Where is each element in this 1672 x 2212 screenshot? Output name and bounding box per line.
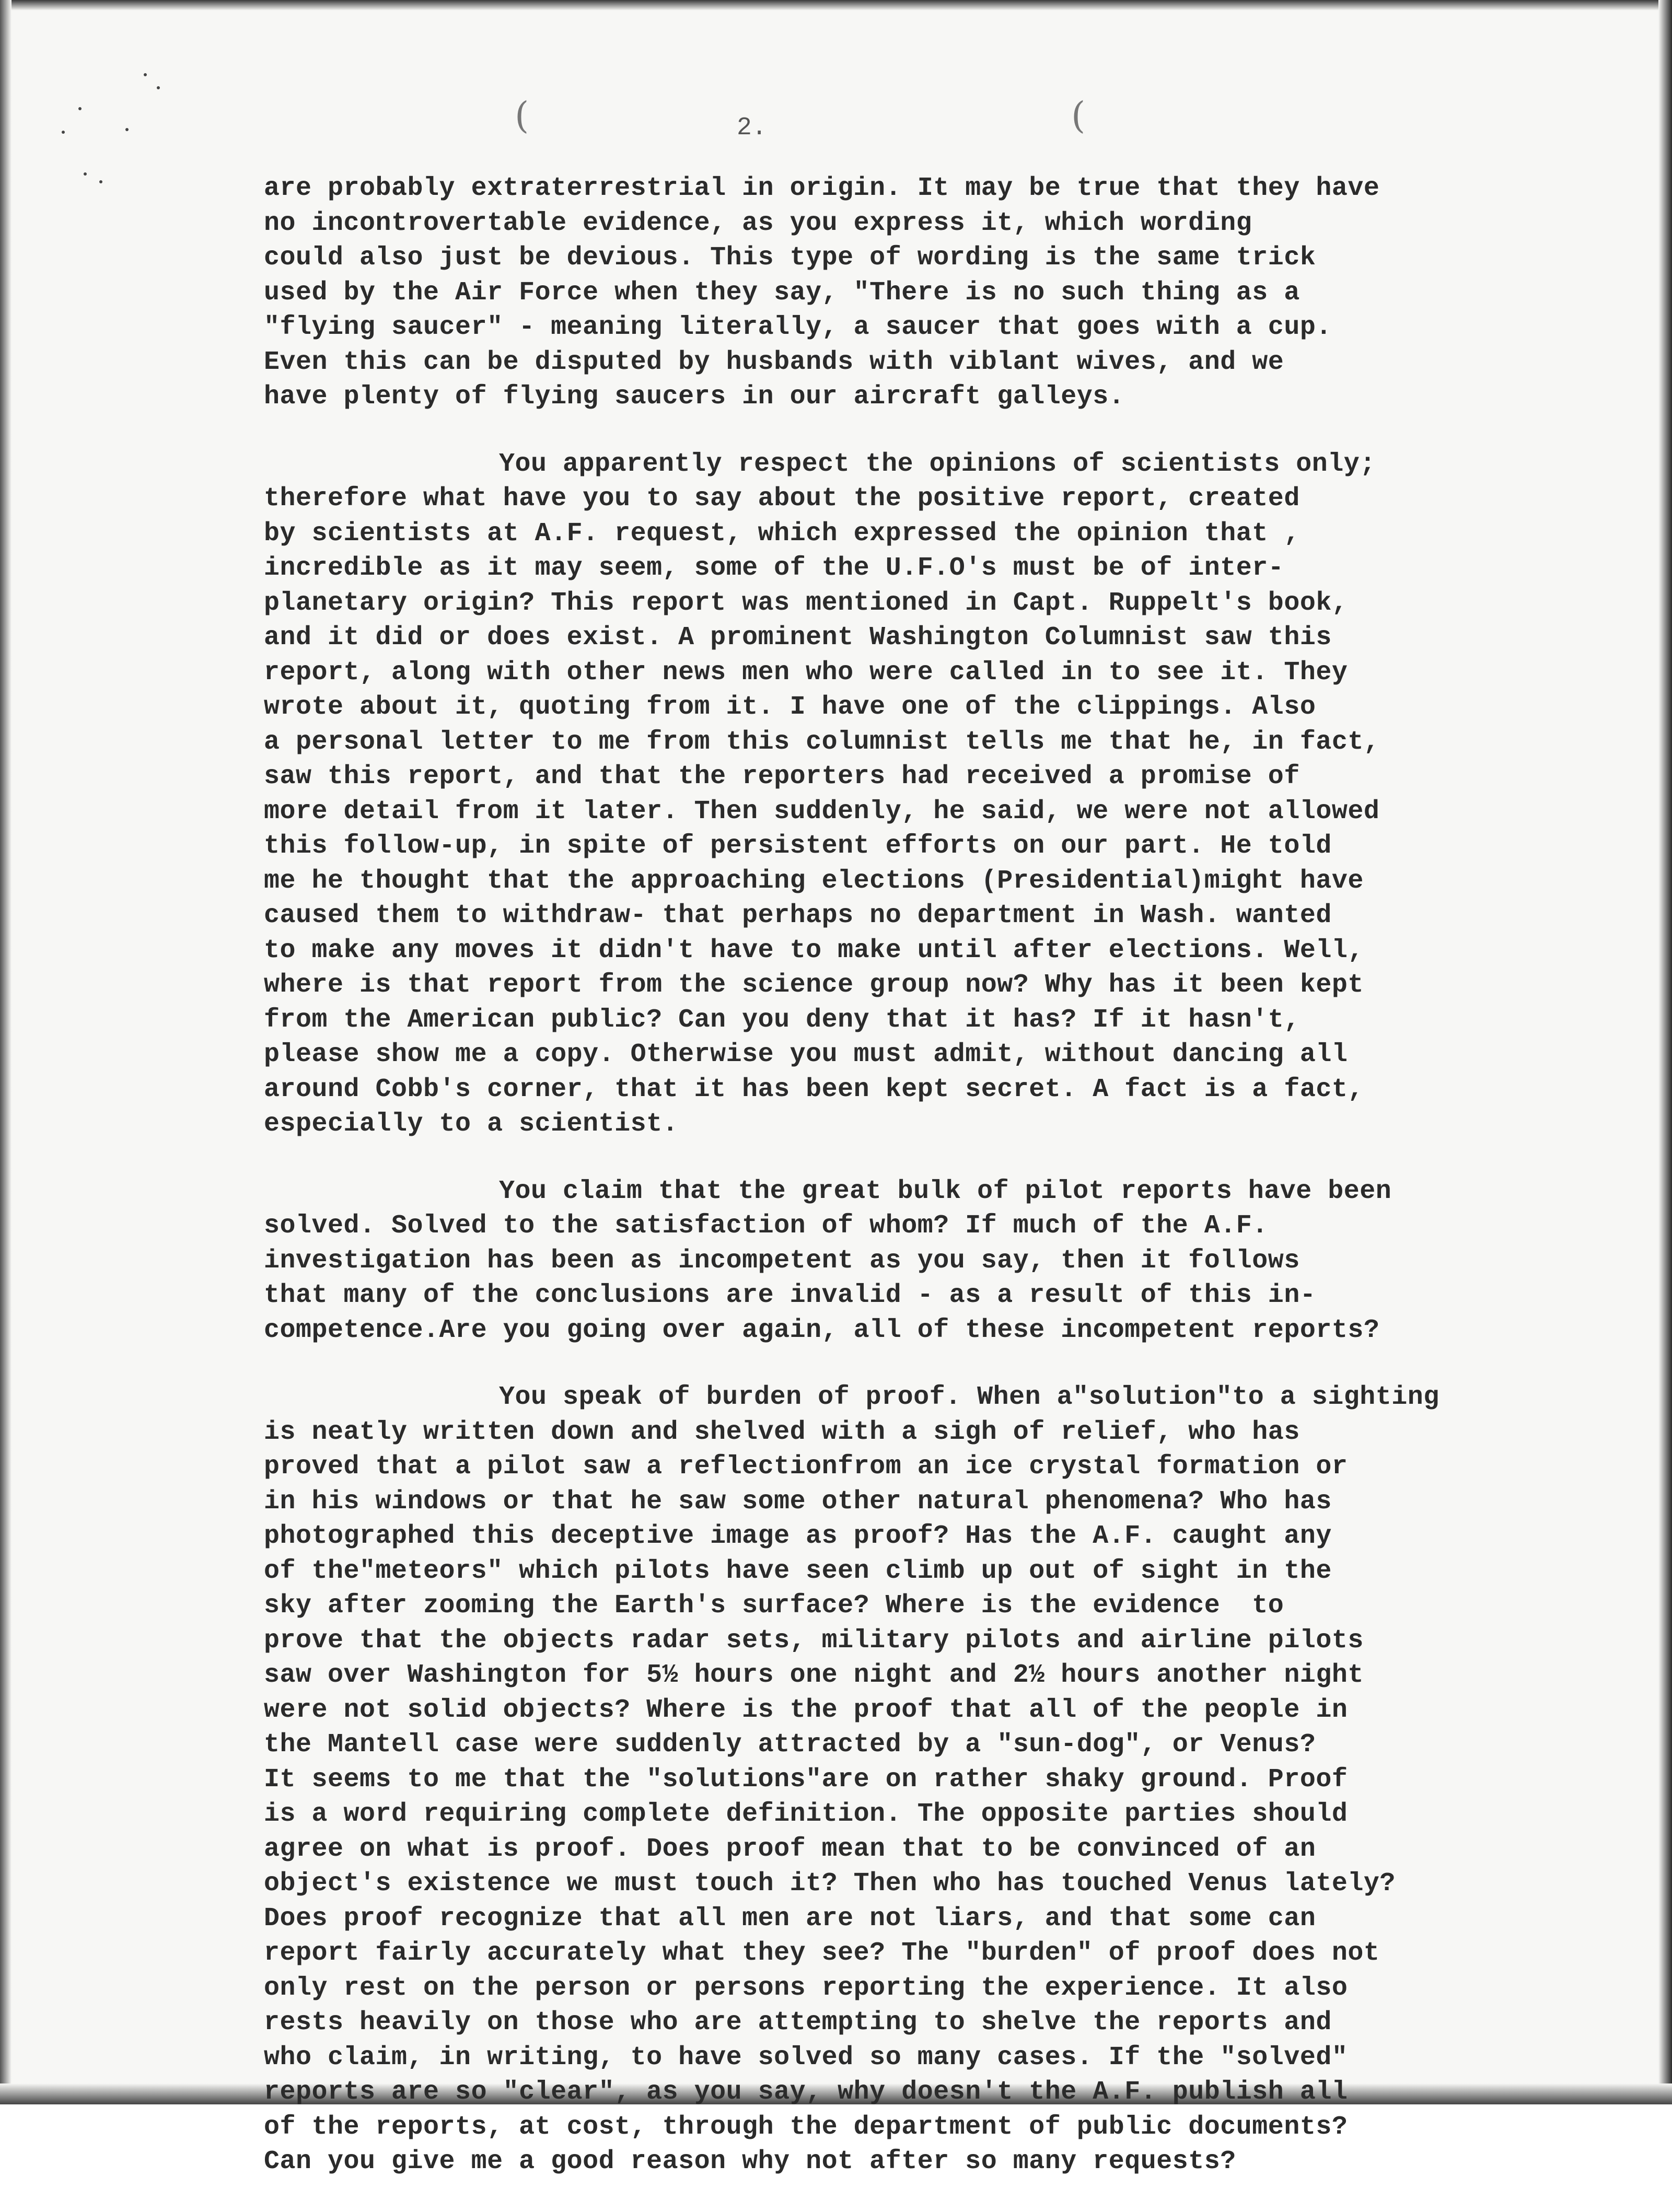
paragraph-1 <box>264 171 1601 415</box>
scan-speck <box>144 73 147 76</box>
scan-speck <box>78 107 82 110</box>
text-line: You apparently respect the opinions of scientists only; <box>499 449 1376 479</box>
scan-edge-right <box>1658 0 1672 2104</box>
scan-speck <box>157 86 160 89</box>
text-line: wrote about it, quoting from it. I have one of the clippings. Also <box>264 692 1316 722</box>
text-line: It seems to me that the "solutions"are on rather shaky ground. Proof <box>264 1764 1348 1795</box>
text-line: saw this report, and that the reporters had received a promise of <box>264 762 1300 791</box>
text-line: please show me a copy. Otherwise you must admit, without dancing all <box>264 1040 1348 1069</box>
text-line: more detail from it later. Then suddenly, he said, we were not allowed <box>264 796 1380 826</box>
text-line: prove that the objects radar sets, military pilots and airline pilots <box>264 1625 1364 1656</box>
text-line: around Cobb's corner, that it has been kept secret. A fact is a fact, <box>264 1074 1364 1104</box>
text-line: by scientists at A.F. request, which expressed the opinion that , <box>264 518 1300 549</box>
scan-speck <box>62 131 65 134</box>
text-line: could also just be devious. This type of wording is the same trick <box>264 243 1316 273</box>
text-line: used by the Air Force when they say, "There is no such thing as a <box>264 277 1300 308</box>
text-line: You claim that the great bulk of pilot reports have been <box>499 1176 1392 1206</box>
text-line: competence.Are you going over again, all of these incompetent reports? <box>264 1315 1380 1345</box>
text-line: "flying saucer" - meaning literally, a saucer that goes with a cup. <box>264 312 1332 342</box>
text-line: especially to a scientist. <box>264 1109 679 1139</box>
page-number: 2. <box>737 114 767 142</box>
text-line: where is that report from the science group now? Why has it been kept <box>264 970 1364 1000</box>
text-line: saw over Washington for 5½ hours one night and 2½ hours another night <box>264 1660 1364 1690</box>
text-line: report, along with other news men who were called in to see it. They <box>264 657 1348 688</box>
text-line: the Mantell case were suddenly attracted by a "sun-dog", or Venus? <box>264 1730 1316 1760</box>
text-line: only rest on the person or persons reporting the experience. It also <box>264 1973 1348 2003</box>
text-line: Does proof recognize that all men are not liars, and that some can <box>264 1903 1316 1934</box>
text-line: were not solid objects? Where is the proof that all of the people in <box>264 1695 1348 1725</box>
text-line: proved that a pilot saw a reflectionfrom an ice crystal formation or <box>264 1452 1348 1482</box>
paragraph-4 <box>264 1380 1601 2180</box>
text-line: from the American public? Can you deny that it has? If it hasn't, <box>264 1005 1300 1035</box>
paragraph-3 <box>264 1174 1601 1348</box>
scan-speck <box>84 172 87 176</box>
text-line: photographed this deceptive image as proof? Has the A.F. caught any <box>264 1521 1332 1551</box>
text-line: a personal letter to me from this columnist tells me that he, in fact, <box>264 727 1380 757</box>
scan-edge-left <box>0 0 11 2104</box>
text-line: therefore what have you to say about the positive report, created <box>264 484 1300 514</box>
text-line: agree on what is proof. Does proof mean that to be convinced of an <box>264 1834 1316 1864</box>
scan-speck <box>125 128 129 131</box>
text-line: investigation has been as incompetent as you say, then it follows <box>264 1245 1300 1276</box>
text-line: of the"meteors" which pilots have seen climb up out of sight in the <box>264 1556 1332 1586</box>
text-line: and it did or does exist. A prominent Washington Columnist saw this <box>264 623 1332 653</box>
text-line: reports are so "clear", as you say, why doesn't the A.F. publish all <box>264 2077 1348 2107</box>
binder-hole-mark-left: ( <box>515 94 529 137</box>
text-line: is a word requiring complete definition. The opposite parties should <box>264 1799 1348 1829</box>
text-line: this follow-up, in spite of persistent efforts on our part. He told <box>264 831 1332 861</box>
text-line: have plenty of flying saucers in our aircraft galleys. <box>264 382 1125 412</box>
text-line: that many of the conclusions are invalid - as a result of this in- <box>264 1280 1316 1310</box>
text-line: rests heavily on those who are attempting to shelve the reports and <box>264 2008 1332 2038</box>
text-line: report fairly accurately what they see? The "burden" of proof does not <box>264 1938 1380 1968</box>
text-line: is neatly written down and shelved with a sigh of relief, who has <box>264 1417 1300 1447</box>
text-line: You speak of burden of proof. When a"solution"to a sighting <box>499 1382 1439 1412</box>
scan-edge-top <box>0 0 1672 10</box>
text-line: sky after zooming the Earth's surface? Where is the evidence to <box>264 1591 1284 1621</box>
text-line: caused them to withdraw- that perhaps no department in Wash. wanted <box>264 901 1332 930</box>
text-line: me he thought that the approaching elections (Presidential)might have <box>264 866 1364 896</box>
text-line: of the reports, at cost, through the department of public documents? <box>264 2112 1348 2142</box>
scan-speck <box>99 180 102 183</box>
text-line: solved. Solved to the satisfaction of whom? If much of the A.F. <box>264 1211 1268 1241</box>
letter-body <box>264 171 1601 2212</box>
binder-hole-mark-right: ( <box>1071 94 1086 137</box>
text-line: Can you give me a good reason why not after so many requests? <box>264 2147 1236 2176</box>
text-line: incredible as it may seem, some of the U.F.O's must be of inter- <box>264 553 1284 583</box>
text-line: to make any moves it didn't have to make until after elections. Well, <box>264 935 1364 965</box>
text-line: in his windows or that he saw some other natural phenomena? Who has <box>264 1486 1332 1517</box>
paragraph-2 <box>264 447 1601 1142</box>
text-line: object's existence we must touch it? Then who has touched Venus lately? <box>264 1869 1396 1899</box>
text-line: are probably extraterrestrial in origin. It may be true that they have <box>264 173 1380 203</box>
text-line: no incontrovertable evidence, as you express it, which wording <box>264 208 1252 238</box>
text-line: planetary origin? This report was mentioned in Capt. Ruppelt's book, <box>264 588 1348 618</box>
text-line: Even this can be disputed by husbands with viblant wives, and we <box>264 347 1284 377</box>
text-line: who claim, in writing, to have solved so many cases. If the "solved" <box>264 2042 1348 2073</box>
